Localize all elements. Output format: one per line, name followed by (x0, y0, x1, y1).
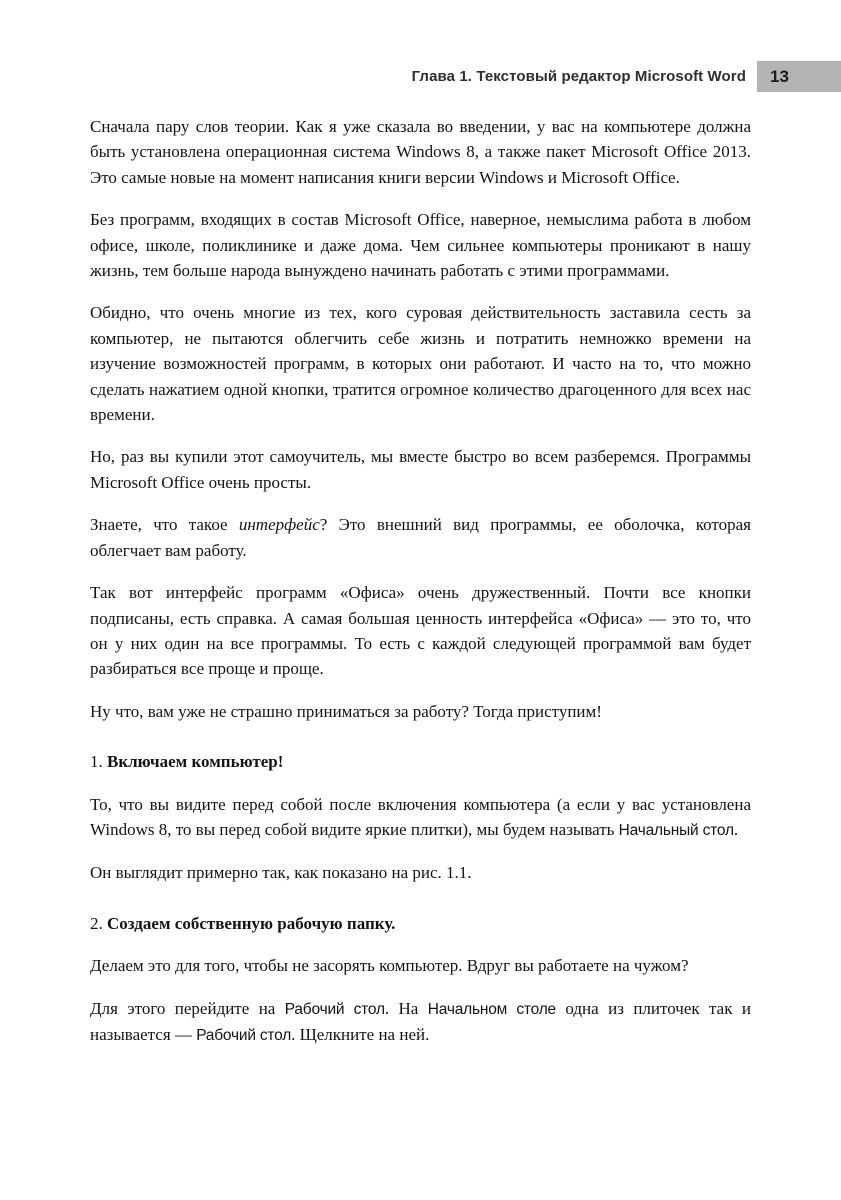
page-header (0, 61, 841, 92)
paragraph (90, 207, 751, 283)
text-run: . (733, 819, 739, 839)
paragraph (90, 580, 751, 682)
paragraph (90, 512, 751, 563)
text-run: . На (384, 998, 428, 1018)
chapter-title: Глава 1. Текстовый редактор Microsoft Word (411, 68, 746, 85)
text-run: Он выглядит примерно так, как показано на рис. 1.1. (90, 863, 472, 883)
page-number-badge (757, 61, 841, 92)
ui-term: Рабочий стол (196, 1026, 292, 1044)
text-run: Сначала пару слов теории. Как я уже сказала во введении, у вас на компьютере должна быть установлена операционная система Windows 8, а также пакет Microsoft Office 2013. Это самые новые на момент написания книги версии Windows и Microsoft Office. (90, 117, 751, 187)
text-run: Так вот интерфейс программ «Офиса» очень дружественный. Почти все кнопки подписаны, есть справка. А самая большая ценность интерфейса «Офиса» — это то, что он у них один на все программы. То есть с каждой следующей программой вам будет разбираться все проще и проще. (90, 583, 751, 679)
text-run: Ну что, вам уже не страшно приниматься за работу? Тогда приступим! (90, 701, 602, 721)
text-run: Знаете, что такое (90, 515, 239, 535)
section-heading (90, 749, 751, 774)
paragraph (90, 300, 751, 427)
paragraph (90, 444, 751, 495)
emphasis-text: интерфейс (238, 515, 320, 535)
ui-term: Рабочий стол (284, 1000, 385, 1018)
section-heading (90, 911, 751, 936)
text-run: 2. (90, 913, 107, 933)
text-run: Создаем собственную рабочую папку. (107, 913, 396, 933)
paragraph (90, 996, 751, 1049)
text-run: Без программ, входящих в состав Microsoft Office, наверное, немыслима работа в любом офисе, школе, поликлинике и даже дома. Чем сильнее компьютеры проникают в нашу жизнь, тем больше народа вынуждено начинать работать с этими программами. (90, 210, 751, 281)
text-run: То, что вы видите перед собой после включения компьютера (а если у вас установлена Windows 8, то вы перед собой видите яркие плитки), мы будем называть (90, 794, 751, 839)
text-run: Делаем это для того, чтобы не засорять компьютер. Вдруг вы работаете на чужом? (90, 956, 689, 976)
text-run: Но, раз вы купили этот самоучитель, мы вместе быстро во всем разберемся. Программы Microsoft Office очень просты. (90, 447, 751, 492)
paragraph (90, 860, 751, 885)
page-number: 13 (770, 66, 789, 86)
page-content (90, 114, 751, 1065)
ui-term: Начальный стол (618, 821, 734, 839)
ui-term: Начальном столе (427, 1000, 556, 1018)
text-run: Для этого перейдите на (90, 998, 285, 1018)
paragraph (90, 114, 751, 190)
text-run: . Щелкните на ней. (291, 1024, 430, 1044)
text-run: ? Это внешний вид программы, ее оболочка, которая облегчает вам работу. (90, 515, 751, 560)
paragraph (90, 699, 751, 724)
text-run: одна из плиточек так и называется — (90, 998, 751, 1044)
text-run: 1. (90, 752, 107, 772)
text-run: Обидно, что очень многие из тех, кого суровая действительность заставила сесть за компьютер, не пытаются облегчить себе жизнь и потратить немножко времени на изучение возможностей программ, в которых они работают. И часто на то, что можно сделать нажатием одной кнопки, тратится огромное количество драгоценного для всех нас времени. (90, 303, 751, 425)
paragraph (90, 953, 751, 978)
paragraph (90, 792, 751, 844)
text-run: Включаем компьютер! (107, 752, 284, 772)
